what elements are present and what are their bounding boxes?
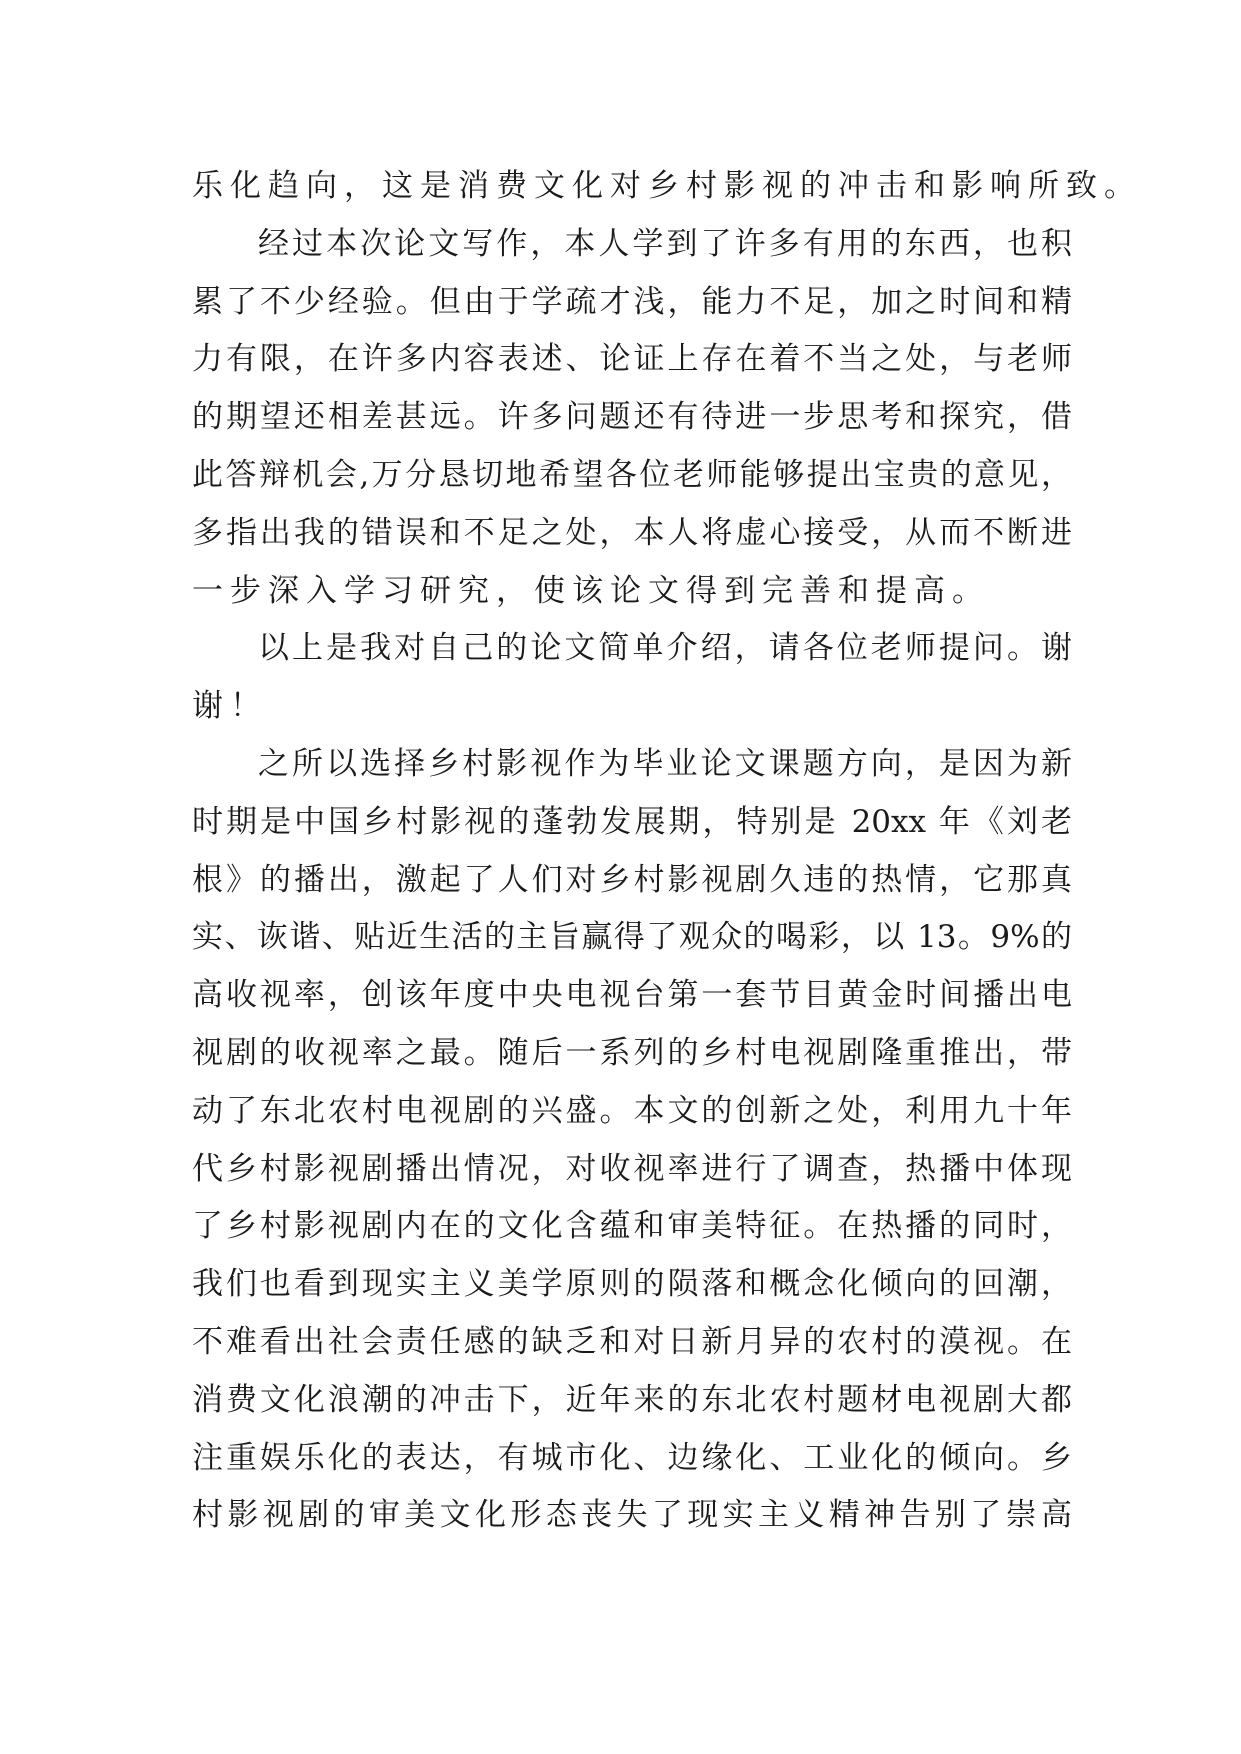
- text-line: 一步深入学习研究，使该论文得到完善和提高。: [192, 572, 990, 609]
- text-line: 时期是中国乡村影视的蓬勃发展期，特别是 20xx 年《刘老: [192, 803, 1072, 840]
- text-line: 高收视率，创该年度中央电视台第一套节目黄金时间播出电: [192, 977, 1072, 1014]
- text-line: 视剧的收视率之最。随后一系列的乡村电视剧隆重推出，带: [192, 1034, 1072, 1071]
- text-line: 力有限，在许多内容表述、论证上存在着不当之处，与老师: [192, 341, 1072, 378]
- text-line: 谢！: [192, 688, 268, 725]
- text-line: 之所以选择乡村影视作为毕业论文课题方向，是因为新: [258, 745, 1072, 782]
- text-line: 代乡村影视剧播出情况，对收视率进行了调查，热播中体现: [192, 1150, 1072, 1187]
- text-line: 实、诙谐、贴近生活的主旨赢得了观众的喝彩，以 13。9%的: [192, 919, 1072, 956]
- text-line: 累了不少经验。但由于学疏才浅，能力不足，加之时间和精: [192, 283, 1072, 320]
- text-line: 多指出我的错误和不足之处，本人将虚心接受，从而不断进: [192, 514, 1072, 551]
- text-line: 了乡村影视剧内在的文化含蕴和审美特征。在热播的同时，: [192, 1208, 1072, 1245]
- text-line: 根》的播出，激起了人们对乡村影视剧久违的热情，它那真: [192, 861, 1072, 898]
- text-line: 村影视剧的审美文化形态丧失了现实主义精神告别了崇高: [192, 1497, 1072, 1534]
- text-line: 此答辩机会,万分恳切地希望各位老师能够提出宝贵的意见，: [192, 456, 1072, 493]
- text-line: 乐化趋向，这是消费文化对乡村影视的冲击和影响所致。: [192, 168, 1142, 204]
- text-line: 的期望还相差甚远。许多问题还有待进一步思考和探究，借: [192, 399, 1072, 436]
- text-line: 注重娱乐化的表达，有城市化、边缘化、工业化的倾向。乡: [192, 1439, 1072, 1476]
- text-line: 我们也看到现实主义美学原则的陨落和概念化倾向的回潮，: [192, 1266, 1072, 1303]
- text-line: 以上是我对自己的论文简单介绍，请各位老师提问。谢: [258, 630, 1072, 667]
- text-line: 动了东北农村电视剧的兴盛。本文的创新之处，利用九十年: [192, 1092, 1072, 1129]
- text-line: 不难看出社会责任感的缺乏和对日新月异的农村的漠视。在: [192, 1323, 1072, 1360]
- body-text: [192, 158, 1142, 1545]
- text-line: 经过本次论文写作，本人学到了许多有用的东西，也积: [258, 225, 1072, 262]
- text-line: 消费文化浪潮的冲击下，近年来的东北农村题材电视剧大都: [192, 1381, 1072, 1418]
